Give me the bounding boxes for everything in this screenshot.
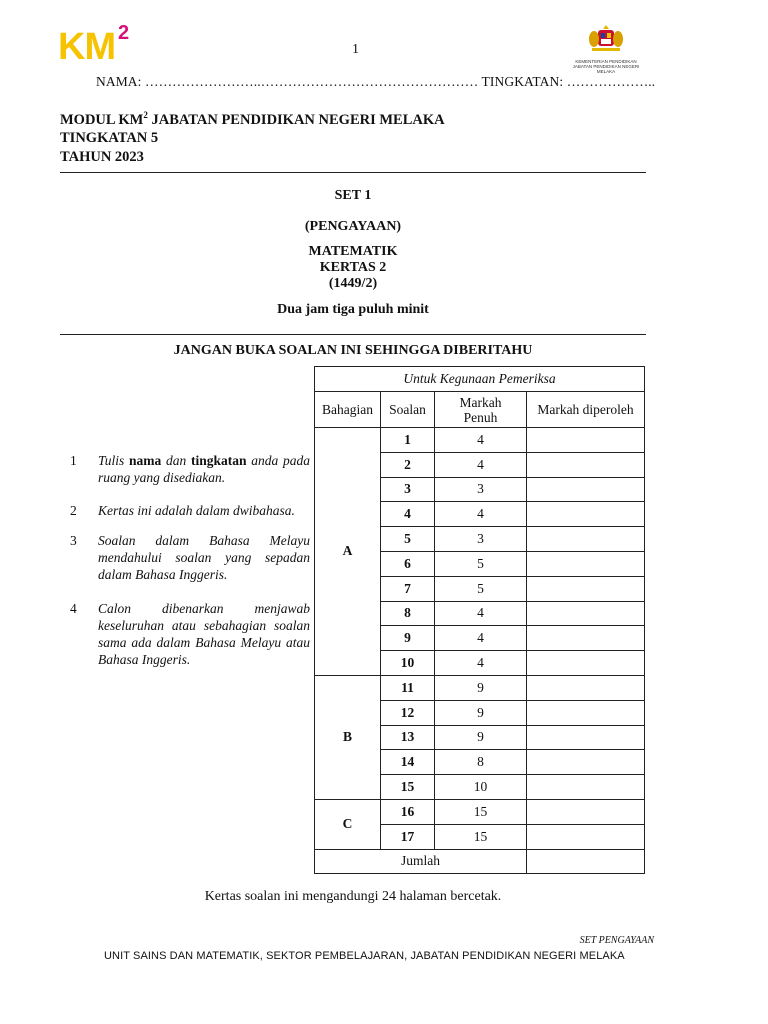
name-form-line: NAMA: ……………………..………………………………………… TINGKATAN: ……………….. xyxy=(96,74,656,89)
question-number: 14 xyxy=(381,750,435,775)
marks-obtained-cell xyxy=(527,775,645,800)
marks-obtained-cell xyxy=(527,452,645,477)
full-marks: 5 xyxy=(435,576,527,601)
paper-title: KERTAS 2 xyxy=(319,260,387,275)
divider-top xyxy=(60,172,646,173)
marks-obtained-cell xyxy=(527,477,645,502)
header-line-1-post: JABATAN PENDIDIKAN NEGERI MELAKA xyxy=(147,111,445,128)
instruction-number: 2 xyxy=(70,503,77,518)
warning-text: JANGAN BUKA SOALAN INI SEHINGGA DIBERITAHU xyxy=(173,343,533,358)
marks-obtained-cell xyxy=(527,502,645,527)
instruction-1-mid: dan xyxy=(161,453,191,468)
marks-obtained-cell xyxy=(527,725,645,750)
instruction-number: 4 xyxy=(70,601,77,616)
crest-caption-1: KEMENTERIAN PENDIDIKAN xyxy=(575,59,637,64)
paper-code: (1449/2) xyxy=(328,276,378,291)
full-marks: 3 xyxy=(435,527,527,552)
full-marks: 4 xyxy=(435,601,527,626)
instruction-text xyxy=(98,452,310,486)
instruction-1-post: anda pada ruang yang disediakan. xyxy=(98,453,310,485)
question-number: 8 xyxy=(381,601,435,626)
table-row xyxy=(315,675,645,700)
question-number: 2 xyxy=(381,452,435,477)
total-row xyxy=(315,849,645,874)
question-number: 4 xyxy=(381,502,435,527)
examiner-marks-table xyxy=(314,366,645,874)
divider-bottom xyxy=(60,334,646,335)
full-marks: 9 xyxy=(435,725,527,750)
section-b: B xyxy=(315,675,381,799)
marks-obtained-cell xyxy=(527,750,645,775)
instruction-1-bold-nama: nama xyxy=(129,453,162,468)
marks-obtained-cell xyxy=(527,551,645,576)
instruction-item xyxy=(70,600,310,668)
question-number: 3 xyxy=(381,477,435,502)
table-row xyxy=(315,428,645,453)
marks-obtained-cell xyxy=(527,576,645,601)
full-marks: 10 xyxy=(435,775,527,800)
set-title: SET 1 xyxy=(334,188,372,203)
header-line-1-sup: 2 xyxy=(143,110,148,120)
instruction-text: Calon dibenarkan menjawab keseluruhan atau sebahagian soalan sama ada dalam Bahasa Melayu atau Bahasa Inggeris. xyxy=(98,601,310,667)
duration-text: Dua jam tiga puluh minit xyxy=(277,302,429,317)
crest-caption-2: JABATAN PENDIDIKAN NEGERI MELAKA xyxy=(572,64,640,74)
full-marks: 9 xyxy=(435,675,527,700)
page-number: 1 xyxy=(352,42,359,57)
table-row xyxy=(315,799,645,824)
question-number: 15 xyxy=(381,775,435,800)
km2-logo xyxy=(58,22,138,68)
question-number: 13 xyxy=(381,725,435,750)
instruction-text: Kertas ini adalah dalam dwibahasa. xyxy=(98,503,295,518)
full-marks: 4 xyxy=(435,452,527,477)
full-marks: 15 xyxy=(435,824,527,849)
crest-graphic xyxy=(586,24,626,54)
question-number: 5 xyxy=(381,527,435,552)
instruction-number: 3 xyxy=(70,533,77,548)
full-marks: 8 xyxy=(435,750,527,775)
marks-obtained-cell xyxy=(527,626,645,651)
type-title: (PENGAYAAN) xyxy=(304,219,402,234)
header-line-3: TAHUN 2023 xyxy=(60,148,144,165)
question-number: 7 xyxy=(381,576,435,601)
total-marks-cell xyxy=(527,849,645,874)
full-marks: 4 xyxy=(435,428,527,453)
full-marks: 15 xyxy=(435,799,527,824)
marks-obtained-cell xyxy=(527,799,645,824)
marks-obtained-cell xyxy=(527,527,645,552)
full-marks: 4 xyxy=(435,651,527,676)
table-caption: Untuk Kegunaan Pemeriksa xyxy=(315,367,645,392)
instruction-item xyxy=(70,502,310,519)
header-line-1-pre: MODUL KM xyxy=(60,111,144,128)
marks-obtained-cell xyxy=(527,651,645,676)
header-line-1 xyxy=(60,106,445,129)
marks-obtained-cell xyxy=(527,700,645,725)
header-markah-penuh-2: Penuh xyxy=(463,409,498,425)
marks-obtained-cell xyxy=(527,824,645,849)
unit-footer: UNIT SAINS DAN MATEMATIK, SEKTOR PEMBELAJARAN, JABATAN PENDIDIKAN NEGERI MELAKA xyxy=(104,950,625,962)
question-number: 12 xyxy=(381,700,435,725)
section-c: C xyxy=(315,799,381,849)
header-bahagian: Bahagian xyxy=(315,392,381,428)
subject-block xyxy=(60,244,646,292)
page-count-note: Kertas soalan ini mengandungi 24 halaman bercetak. xyxy=(204,889,502,904)
header-markah-penuh xyxy=(435,392,527,428)
full-marks: 4 xyxy=(435,502,527,527)
instruction-number: 1 xyxy=(70,453,77,468)
header-soalan: Soalan xyxy=(381,392,435,428)
full-marks: 5 xyxy=(435,551,527,576)
logo-text: KM xyxy=(58,26,116,68)
instruction-1-bold-tingkatan: tingkatan xyxy=(191,453,247,468)
marks-obtained-cell xyxy=(527,428,645,453)
question-number: 11 xyxy=(381,675,435,700)
full-marks: 9 xyxy=(435,700,527,725)
malaysia-coat-of-arms-icon xyxy=(568,24,644,74)
header-markah-penuh-1: Markah xyxy=(459,394,502,410)
instruction-text: Soalan dalam Bahasa Melayu mendahului soalan yang sepadan dalam Bahasa Inggeris. xyxy=(98,533,310,582)
instruction-item xyxy=(70,452,310,486)
subject-title: MATEMATIK xyxy=(308,244,398,259)
set-label: SET PENGAYAAN xyxy=(579,935,654,946)
header-markah-diperoleh: Markah diperoleh xyxy=(527,392,645,428)
total-label: Jumlah xyxy=(315,849,527,874)
question-number: 16 xyxy=(381,799,435,824)
module-header xyxy=(60,106,445,166)
question-number: 17 xyxy=(381,824,435,849)
marks-obtained-cell xyxy=(527,675,645,700)
full-marks: 3 xyxy=(435,477,527,502)
section-a: A xyxy=(315,428,381,676)
full-marks: 4 xyxy=(435,626,527,651)
question-number: 1 xyxy=(381,428,435,453)
header-line-2: TINGKATAN 5 xyxy=(60,130,159,147)
logo-superscript: 2 xyxy=(118,22,130,44)
instruction-1-pre: Tulis xyxy=(98,453,130,468)
marks-obtained-cell xyxy=(527,601,645,626)
instruction-item xyxy=(70,532,310,583)
question-number: 6 xyxy=(381,551,435,576)
question-number: 10 xyxy=(381,651,435,676)
question-number: 9 xyxy=(381,626,435,651)
